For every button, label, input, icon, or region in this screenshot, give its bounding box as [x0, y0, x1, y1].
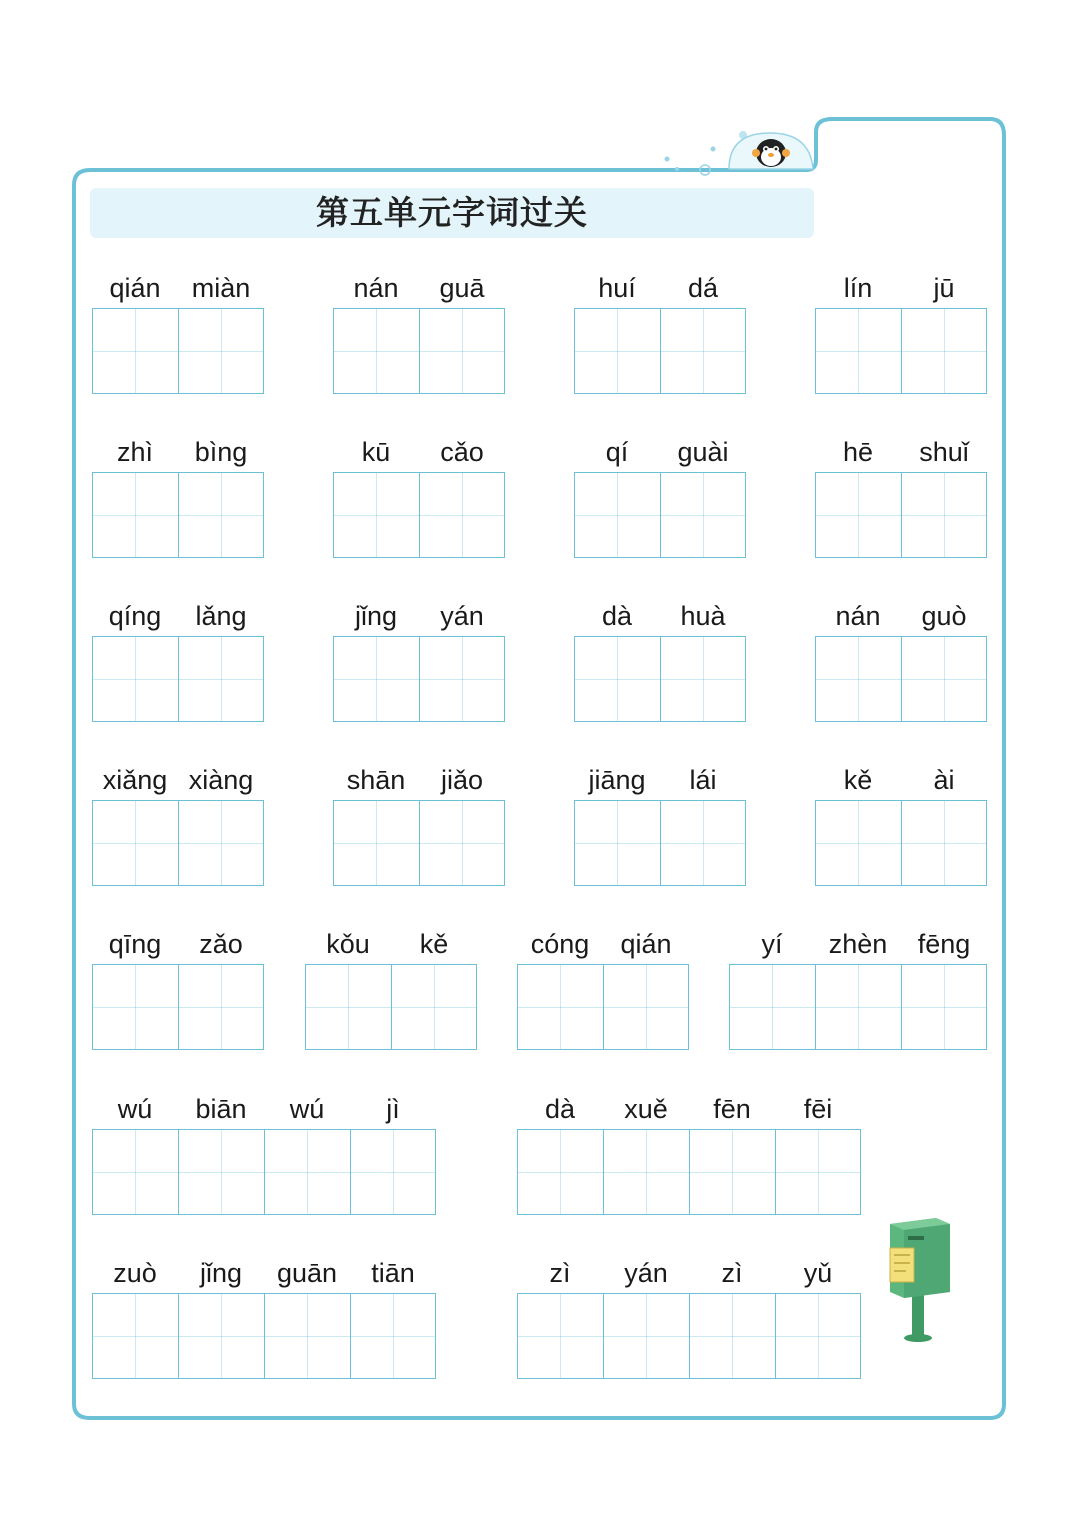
- pinyin-label: qián: [620, 929, 672, 959]
- word-item: [574, 596, 746, 723]
- writing-grid-box[interactable]: [689, 1293, 775, 1379]
- word-item: [92, 1089, 436, 1216]
- pinyin-label: shuǐ: [919, 437, 969, 467]
- writing-grid-box[interactable]: [517, 964, 603, 1050]
- pinyin-label: hē: [842, 437, 874, 467]
- pinyin-label: lǎng: [195, 601, 247, 631]
- pinyin-label: jǐng: [354, 601, 398, 631]
- word-item: [815, 432, 987, 559]
- writing-grid-box[interactable]: [901, 636, 987, 722]
- pinyin-label: yán: [624, 1258, 668, 1288]
- writing-grid-box[interactable]: [264, 1129, 350, 1215]
- word-item: [517, 924, 689, 1051]
- pinyin-label: lín: [843, 273, 873, 303]
- pinyin-label: qíng: [108, 601, 162, 631]
- pinyin-label: huà: [680, 601, 726, 631]
- writing-grid-box[interactable]: [775, 1293, 861, 1379]
- word-item: [333, 760, 505, 887]
- writing-grid-box[interactable]: [815, 800, 901, 886]
- pinyin-label: guài: [677, 437, 729, 467]
- pinyin-label: kě: [843, 765, 873, 795]
- pinyin-label: nán: [835, 601, 881, 631]
- writing-grid-box[interactable]: [901, 472, 987, 558]
- writing-grid-box[interactable]: [92, 308, 178, 394]
- writing-grid-box[interactable]: [660, 800, 746, 886]
- pinyin-label: wú: [117, 1094, 153, 1124]
- word-item: [815, 596, 987, 723]
- word-item: [92, 432, 264, 559]
- writing-grid-box[interactable]: [178, 1293, 264, 1379]
- pinyin-label: zǎo: [199, 929, 243, 959]
- pinyin-label: yán: [440, 601, 484, 631]
- writing-grid-box[interactable]: [333, 800, 419, 886]
- pinyin-label: kǒu: [326, 929, 370, 959]
- pinyin-label: bìng: [194, 437, 248, 467]
- word-item: [333, 268, 505, 395]
- penguin-mascot-icon: [655, 125, 820, 180]
- writing-grid-box[interactable]: [574, 800, 660, 886]
- writing-grid-box[interactable]: [178, 800, 264, 886]
- pinyin-label: biān: [195, 1094, 247, 1124]
- pinyin-label: lái: [689, 765, 717, 795]
- writing-grid-box[interactable]: [92, 1129, 178, 1215]
- pinyin-label: qīng: [108, 929, 162, 959]
- pinyin-label: xuě: [624, 1094, 668, 1124]
- pinyin-label: wú: [289, 1094, 325, 1124]
- writing-grid-box[interactable]: [178, 636, 264, 722]
- pinyin-label: ài: [933, 765, 955, 795]
- writing-grid-box[interactable]: [178, 308, 264, 394]
- writing-grid-box[interactable]: [264, 1293, 350, 1379]
- writing-grid-box[interactable]: [333, 636, 419, 722]
- pinyin-label: jū: [933, 273, 955, 303]
- pinyin-label: fēng: [917, 929, 971, 959]
- writing-grid-box[interactable]: [333, 472, 419, 558]
- pinyin-label: jiāng: [588, 765, 646, 795]
- pinyin-label: zì: [549, 1258, 571, 1288]
- writing-grid-box[interactable]: [92, 472, 178, 558]
- word-item: [517, 1253, 861, 1380]
- writing-grid-box[interactable]: [660, 472, 746, 558]
- writing-grid-box[interactable]: [660, 636, 746, 722]
- pinyin-label: fēi: [803, 1094, 833, 1124]
- writing-grid-box[interactable]: [92, 964, 178, 1050]
- pinyin-label: huí: [598, 273, 636, 303]
- writing-grid-box[interactable]: [574, 308, 660, 394]
- pinyin-label: guò: [921, 601, 967, 631]
- pinyin-label: yǔ: [803, 1258, 833, 1288]
- writing-grid-box[interactable]: [901, 964, 987, 1050]
- pinyin-label: cóng: [530, 929, 590, 959]
- writing-grid-box[interactable]: [178, 472, 264, 558]
- writing-grid-box[interactable]: [517, 1129, 603, 1215]
- pinyin-label: zì: [721, 1258, 743, 1288]
- word-item: [305, 924, 477, 1051]
- writing-grid-box[interactable]: [574, 636, 660, 722]
- pinyin-label: fēn: [713, 1094, 751, 1124]
- writing-grid-box[interactable]: [815, 964, 901, 1050]
- writing-grid-box[interactable]: [92, 636, 178, 722]
- pinyin-label: xiǎng: [102, 765, 168, 795]
- word-item: [574, 432, 746, 559]
- word-item: [815, 760, 987, 887]
- pinyin-label: qí: [605, 437, 629, 467]
- word-item: [815, 268, 987, 395]
- word-item: [574, 760, 746, 887]
- pinyin-label: kū: [361, 437, 391, 467]
- word-item: [333, 432, 505, 559]
- page-title: 第五单元字词过关: [316, 193, 588, 232]
- writing-grid-box[interactable]: [305, 964, 391, 1050]
- writing-grid-box[interactable]: [333, 308, 419, 394]
- pinyin-label: guān: [276, 1258, 338, 1288]
- writing-grid-box[interactable]: [775, 1129, 861, 1215]
- pinyin-label: yí: [761, 929, 783, 959]
- writing-grid-box[interactable]: [729, 964, 815, 1050]
- writing-grid-box[interactable]: [603, 964, 689, 1050]
- writing-grid-box[interactable]: [603, 1293, 689, 1379]
- word-item: [92, 760, 264, 887]
- word-item: [729, 924, 987, 1051]
- pinyin-label: nán: [353, 273, 399, 303]
- writing-grid-box[interactable]: [419, 800, 505, 886]
- word-item: [333, 596, 505, 723]
- pinyin-label: zhèn: [828, 929, 888, 959]
- pinyin-label: xiàng: [188, 765, 254, 795]
- pinyin-label: dá: [687, 273, 719, 303]
- writing-grid-box[interactable]: [815, 472, 901, 558]
- mailbox-icon: [882, 1212, 956, 1344]
- pinyin-label: kě: [419, 929, 449, 959]
- writing-grid-box[interactable]: [350, 1129, 436, 1215]
- writing-grid-box[interactable]: [901, 800, 987, 886]
- writing-grid-box[interactable]: [689, 1129, 775, 1215]
- writing-grid-box[interactable]: [517, 1293, 603, 1379]
- writing-grid-box[interactable]: [419, 472, 505, 558]
- writing-grid-box[interactable]: [391, 964, 477, 1050]
- writing-grid-box[interactable]: [574, 472, 660, 558]
- pinyin-label: dà: [601, 601, 633, 631]
- writing-grid-box[interactable]: [178, 964, 264, 1050]
- word-item: [92, 924, 264, 1051]
- writing-grid-box[interactable]: [419, 308, 505, 394]
- pinyin-label: qián: [109, 273, 161, 303]
- word-item: [517, 1089, 861, 1216]
- writing-grid-box[interactable]: [92, 800, 178, 886]
- writing-grid-box[interactable]: [350, 1293, 436, 1379]
- pinyin-label: miàn: [191, 273, 251, 303]
- writing-grid-box[interactable]: [178, 1129, 264, 1215]
- writing-grid-box[interactable]: [603, 1129, 689, 1215]
- pinyin-label: zhì: [116, 437, 154, 467]
- writing-grid-box[interactable]: [815, 636, 901, 722]
- pinyin-label: cǎo: [440, 437, 484, 467]
- word-item: [574, 268, 746, 395]
- word-item: [92, 1253, 436, 1380]
- pinyin-label: jiǎo: [440, 765, 484, 795]
- pinyin-label: shān: [346, 765, 406, 795]
- writing-grid-box[interactable]: [419, 636, 505, 722]
- writing-grid-box[interactable]: [901, 308, 987, 394]
- pinyin-label: dà: [544, 1094, 576, 1124]
- word-item: [92, 268, 264, 395]
- writing-grid-box[interactable]: [92, 1293, 178, 1379]
- pinyin-label: guā: [439, 273, 485, 303]
- word-item: [92, 596, 264, 723]
- writing-grid-box[interactable]: [815, 308, 901, 394]
- pinyin-label: jǐng: [199, 1258, 243, 1288]
- pinyin-label: tiān: [371, 1258, 415, 1288]
- writing-grid-box[interactable]: [660, 308, 746, 394]
- pinyin-label: jì: [386, 1094, 400, 1124]
- pinyin-label: zuò: [113, 1258, 157, 1288]
